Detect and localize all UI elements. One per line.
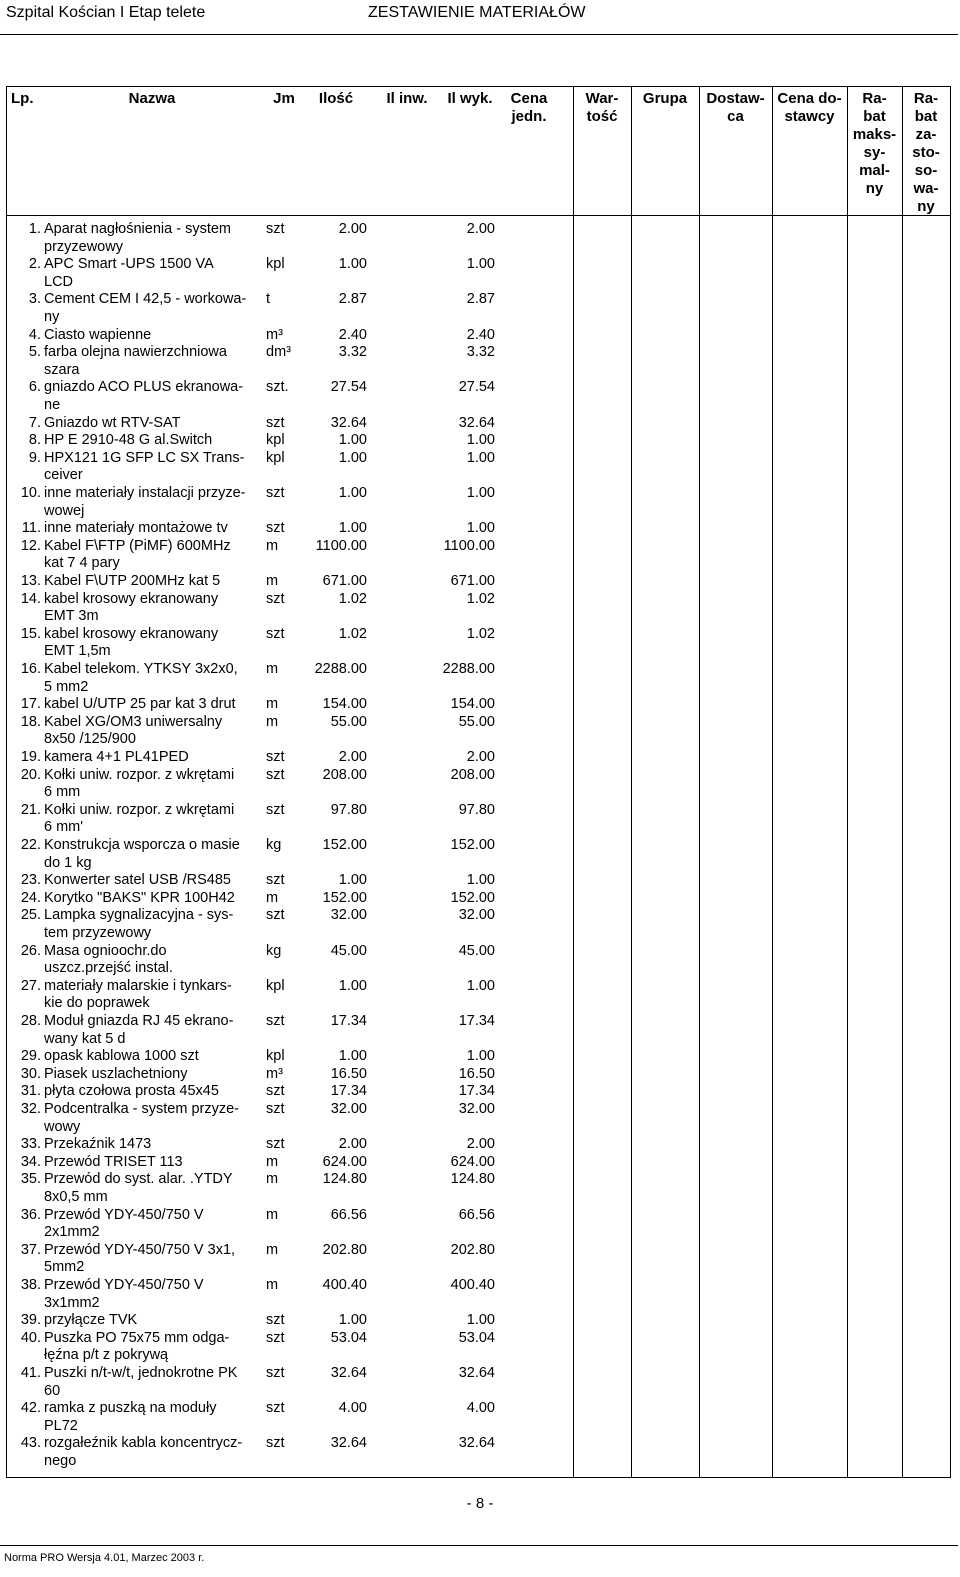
row-inventory-quantity: 4.00 xyxy=(466,1400,495,1417)
row-unit: kpl xyxy=(266,256,285,273)
row-lp: 27. xyxy=(20,977,41,994)
report-title: ZESTAWIENIE MATERIAŁÓW xyxy=(368,4,586,21)
row-inventory-quantity: 2.00 xyxy=(466,749,495,765)
row-quantity: 1.00 xyxy=(338,872,367,889)
row-inventory-quantity: 16.50 xyxy=(458,1065,495,1082)
row-lp: 14. xyxy=(20,590,41,607)
row-lp: 16. xyxy=(20,661,41,677)
row-name: APC Smart -UPS 1500 VA LCD xyxy=(44,256,214,290)
row-lp: 17. xyxy=(20,696,41,713)
col-divider xyxy=(699,87,700,1477)
col-divider xyxy=(772,87,773,1477)
col-header-wartosc: War- tość xyxy=(585,90,619,125)
row-unit: szt xyxy=(266,907,285,924)
row-unit: szt xyxy=(266,872,285,889)
row-name: Konstrukcja wsporcza o masie do 1 kg xyxy=(44,837,240,871)
row-unit: szt xyxy=(266,520,285,537)
row-quantity: 1.02 xyxy=(338,590,367,607)
row-lp: 9. xyxy=(28,449,41,466)
row-name: kabel krosowy ekranowany EMT 3m xyxy=(44,590,219,625)
row-quantity: 16.50 xyxy=(330,1065,367,1082)
row-lp: 8. xyxy=(28,432,41,449)
row-unit: m xyxy=(266,661,279,677)
row-name: Przewód TRISET 113 xyxy=(44,1153,183,1170)
row-quantity: 152.00 xyxy=(322,889,367,906)
row-inventory-quantity: 2.40 xyxy=(466,326,495,343)
row-name: opask kablowa 1000 szt xyxy=(44,1048,199,1065)
row-unit: kpl xyxy=(266,449,285,466)
row-quantity: 1.00 xyxy=(338,256,367,273)
row-lp: 25. xyxy=(20,907,41,924)
row-unit: dm³ xyxy=(266,344,291,361)
row-quantity: 27.54 xyxy=(330,379,367,396)
row-unit: szt xyxy=(266,221,285,237)
row-inventory-quantity: 1.00 xyxy=(466,449,495,466)
row-unit: szt xyxy=(266,801,285,818)
row-name: inne materiały montażowe tv xyxy=(44,520,228,537)
col-header-nazwa: Nazwa xyxy=(128,90,176,107)
row-name: płyta czołowa prosta 45x45 xyxy=(44,1083,219,1100)
row-quantity: 1100.00 xyxy=(315,537,367,554)
row-name: Przewód YDY-450/750 V 3x1mm2 xyxy=(44,1277,204,1311)
row-quantity: 1.00 xyxy=(338,432,367,449)
col-header-dostawca: Dostaw- ca xyxy=(706,90,765,125)
row-unit: m xyxy=(266,1277,279,1293)
row-inventory-quantity: 55.00 xyxy=(458,713,495,730)
row-inventory-quantity: 1.02 xyxy=(466,590,495,607)
row-quantity: 208.00 xyxy=(322,766,367,783)
row-name: Aparat nagłośnienia - system przyzewowy xyxy=(44,221,231,255)
row-name: Piasek uszlachetniony xyxy=(44,1065,188,1082)
row-lp: 37. xyxy=(20,1241,41,1258)
row-name: rozgałeźnik kabla koncentrycz- nego xyxy=(44,1435,243,1469)
row-quantity: 2.40 xyxy=(338,326,367,343)
row-lp: 35. xyxy=(20,1171,41,1188)
row-unit: m xyxy=(266,1171,279,1188)
col-header-il-wyk: Il wyk. xyxy=(447,90,493,107)
row-quantity: 202.80 xyxy=(322,1241,367,1258)
row-name: Kabel F\FTP (PiMF) 600MHz kat 7 4 pary xyxy=(44,537,231,572)
row-inventory-quantity: 32.00 xyxy=(458,907,495,924)
row-unit: m xyxy=(266,713,279,730)
row-unit: kg xyxy=(266,837,282,853)
document-title: Szpital Kościan I Etap telete xyxy=(6,4,206,21)
row-name: Kołki uniw. rozpor. z wkrętami 6 mm xyxy=(44,766,235,801)
materials-table xyxy=(6,86,951,1478)
row-unit: m xyxy=(266,1241,279,1258)
row-lp: 33. xyxy=(20,1136,41,1153)
row-quantity: 1.00 xyxy=(338,1312,367,1329)
row-name: gniazdo ACO PLUS ekranowa- ne xyxy=(44,379,244,413)
row-unit: szt xyxy=(266,1101,285,1117)
row-name: kamera 4+1 PL41PED xyxy=(44,749,189,765)
row-quantity: 1.00 xyxy=(338,449,367,466)
col-header-il-inw: Il inw. xyxy=(386,90,428,107)
row-unit: szt xyxy=(266,590,285,607)
row-inventory-quantity: 624.00 xyxy=(450,1153,495,1170)
row-unit: szt xyxy=(266,1083,285,1100)
row-inventory-quantity: 124.80 xyxy=(450,1171,495,1188)
col-header-cena-dostawcy: Cena do- stawcy xyxy=(777,90,842,125)
row-inventory-quantity: 2.00 xyxy=(466,221,495,237)
row-lp: 21. xyxy=(20,801,41,818)
col-header-rabat-maksymalny: Ra- bat maks- sy- mal- ny xyxy=(852,90,897,197)
row-quantity: 2.87 xyxy=(338,291,367,308)
row-inventory-quantity: 1.02 xyxy=(466,625,495,642)
row-unit: szt xyxy=(266,1400,285,1417)
row-unit: szt xyxy=(266,1136,285,1153)
page-number: - 8 - xyxy=(466,1495,494,1512)
row-quantity: 400.40 xyxy=(322,1277,367,1293)
row-unit: kpl xyxy=(266,432,285,449)
row-name: Kabel telekom. YTKSY 3x2x0, 5 mm2 xyxy=(44,661,238,695)
row-inventory-quantity: 2.87 xyxy=(466,291,495,308)
row-inventory-quantity: 32.64 xyxy=(458,1365,495,1381)
row-inventory-quantity: 53.04 xyxy=(458,1329,495,1346)
row-lp: 5. xyxy=(28,344,41,361)
row-unit: m xyxy=(266,573,279,589)
row-lp: 7. xyxy=(28,414,41,431)
col-divider xyxy=(573,87,574,1477)
row-quantity: 2.00 xyxy=(338,221,367,237)
row-inventory-quantity: 1.00 xyxy=(466,872,495,889)
row-lp: 20. xyxy=(20,766,41,783)
row-unit: szt xyxy=(266,1365,285,1381)
row-inventory-quantity: 17.34 xyxy=(458,1083,495,1100)
row-quantity: 124.80 xyxy=(322,1171,367,1188)
row-name: Gniazdo wt RTV-SAT xyxy=(44,414,181,431)
row-inventory-quantity: 208.00 xyxy=(450,766,495,783)
col-header-lp: Lp. xyxy=(11,90,34,107)
header-divider xyxy=(0,34,958,35)
row-quantity: 154.00 xyxy=(322,696,367,713)
row-inventory-quantity: 32.64 xyxy=(458,414,495,431)
row-name: kabel krosowy ekranowany EMT 1,5m xyxy=(44,625,219,660)
row-lp: 13. xyxy=(20,573,41,589)
software-version: Norma PRO Wersja 4.01, Marzec 2003 r. xyxy=(4,1552,205,1564)
col-header-jm: Jm xyxy=(273,90,295,107)
row-unit: szt xyxy=(266,485,285,501)
row-quantity: 32.64 xyxy=(330,1365,367,1381)
row-name: Masa ognioochr.do uszcz.przejść instal. xyxy=(44,942,173,977)
row-unit: szt xyxy=(266,1312,285,1329)
row-name: Kabel XG/OM3 uniwersalny 8x50 /125/900 xyxy=(44,713,223,748)
row-unit: szt xyxy=(266,766,285,783)
row-quantity: 45.00 xyxy=(330,942,367,959)
row-quantity: 32.64 xyxy=(330,1435,367,1452)
col-divider xyxy=(847,87,848,1477)
row-quantity: 53.04 xyxy=(330,1329,367,1346)
row-lp: 4. xyxy=(28,326,41,343)
row-lp: 38. xyxy=(20,1277,41,1293)
footer-divider xyxy=(0,1545,958,1546)
row-lp: 43. xyxy=(20,1435,41,1452)
row-inventory-quantity: 1.00 xyxy=(466,256,495,273)
row-inventory-quantity: 1100.00 xyxy=(443,537,495,554)
row-name: kabel U/UTP 25 par kat 3 drut xyxy=(44,696,236,713)
row-inventory-quantity: 1.00 xyxy=(466,1312,495,1329)
row-quantity: 32.00 xyxy=(330,1101,367,1117)
row-inventory-quantity: 202.80 xyxy=(450,1241,495,1258)
row-unit: m³ xyxy=(266,1065,283,1082)
row-quantity: 2.00 xyxy=(338,749,367,765)
row-unit: szt. xyxy=(266,379,289,396)
row-quantity: 1.00 xyxy=(338,520,367,537)
row-inventory-quantity: 1.00 xyxy=(466,432,495,449)
row-lp: 1. xyxy=(28,221,41,237)
row-quantity: 17.34 xyxy=(330,1083,367,1100)
row-lp: 12. xyxy=(20,537,41,554)
row-inventory-quantity: 17.34 xyxy=(458,1013,495,1029)
row-unit: kg xyxy=(266,942,282,959)
row-name: Konwerter satel USB /RS485 xyxy=(44,872,231,889)
row-lp: 3. xyxy=(28,291,41,308)
row-quantity: 66.56 xyxy=(330,1206,367,1223)
row-lp: 39. xyxy=(20,1312,41,1329)
row-inventory-quantity: 1.00 xyxy=(466,977,495,994)
row-inventory-quantity: 1.00 xyxy=(466,520,495,537)
row-inventory-quantity: 1.00 xyxy=(466,1048,495,1065)
row-name: ramka z puszką na moduły PL72 xyxy=(44,1400,217,1434)
row-inventory-quantity: 32.00 xyxy=(458,1101,495,1117)
row-lp: 26. xyxy=(20,942,41,959)
row-name: Przewód do syst. alar. .YTDY 8x0,5 mm xyxy=(44,1171,233,1205)
row-unit: kpl xyxy=(266,977,285,994)
row-inventory-quantity: 671.00 xyxy=(450,573,495,589)
row-inventory-quantity: 32.64 xyxy=(458,1435,495,1452)
row-name: HP E 2910-48 G al.Switch xyxy=(44,432,213,449)
row-inventory-quantity: 400.40 xyxy=(450,1277,495,1293)
row-lp: 41. xyxy=(20,1365,41,1381)
row-name: materiały malarskie i tynkars- kie do poprawek xyxy=(44,977,232,1012)
row-lp: 42. xyxy=(20,1400,41,1417)
row-quantity: 55.00 xyxy=(330,713,367,730)
row-inventory-quantity: 66.56 xyxy=(458,1206,495,1223)
row-name: Korytko "BAKS" KPR 100H42 xyxy=(44,889,235,906)
row-quantity: 1.00 xyxy=(338,485,367,501)
row-name: Kabel F\UTP 200MHz kat 5 xyxy=(44,573,221,589)
row-inventory-quantity: 1.00 xyxy=(466,485,495,501)
col-divider xyxy=(631,87,632,1477)
col-header-grupa: Grupa xyxy=(642,90,688,107)
row-lp: 32. xyxy=(20,1101,41,1117)
row-unit: m³ xyxy=(266,326,283,343)
row-lp: 15. xyxy=(20,625,41,642)
row-quantity: 1.02 xyxy=(338,625,367,642)
row-quantity: 152.00 xyxy=(322,837,367,853)
row-unit: t xyxy=(266,291,271,308)
row-unit: kpl xyxy=(266,1048,285,1065)
row-quantity: 1.00 xyxy=(338,1048,367,1065)
row-inventory-quantity: 3.32 xyxy=(466,344,495,361)
row-quantity: 32.00 xyxy=(330,907,367,924)
row-lp: 28. xyxy=(20,1013,41,1029)
row-quantity: 671.00 xyxy=(322,573,367,589)
row-quantity: 2288.00 xyxy=(314,661,367,677)
row-inventory-quantity: 27.54 xyxy=(458,379,495,396)
row-name: Przekaźnik 1473 xyxy=(44,1136,152,1153)
row-unit: m xyxy=(266,537,279,554)
row-name: Lampka sygnalizacyjna - sys- tem przyzewowy xyxy=(44,907,234,941)
col-header-cena: Cena jedn. xyxy=(510,90,548,125)
row-unit: m xyxy=(266,696,279,713)
row-inventory-quantity: 154.00 xyxy=(450,696,495,713)
row-quantity: 97.80 xyxy=(330,801,367,818)
row-lp: 19. xyxy=(20,749,41,765)
row-name: Puszka PO 75x75 mm odga- łęźna p/t z pokrywą xyxy=(44,1329,230,1364)
row-quantity: 624.00 xyxy=(322,1153,367,1170)
row-name: Przewód YDY-450/750 V 2x1mm2 xyxy=(44,1206,204,1241)
row-lp: 36. xyxy=(20,1206,41,1223)
row-unit: szt xyxy=(266,749,285,765)
row-unit: m xyxy=(266,889,279,906)
row-lp: 22. xyxy=(20,837,41,853)
row-inventory-quantity: 152.00 xyxy=(450,837,495,853)
row-name: Kołki uniw. rozpor. z wkrętami 6 mm' xyxy=(44,801,235,836)
row-name: inne materiały instalacji przyze- wowej xyxy=(44,485,246,519)
row-lp: 24. xyxy=(20,889,41,906)
col-header-rabat-zastosowany: Ra- bat za- sto- so- wa- ny xyxy=(912,90,940,215)
row-quantity: 4.00 xyxy=(338,1400,367,1417)
row-name: Puszki n/t-w/t, jednokrotne PK 60 xyxy=(44,1365,238,1399)
row-unit: szt xyxy=(266,1013,285,1029)
row-name: Ciasto wapienne xyxy=(44,326,152,343)
row-name: Podcentralka - system przyze- wowy xyxy=(44,1101,240,1135)
row-lp: 34. xyxy=(20,1153,41,1170)
row-name: przyłącze TVK xyxy=(44,1312,138,1329)
row-unit: m xyxy=(266,1206,279,1223)
row-name: HPX121 1G SFP LC SX Trans- ceiver xyxy=(44,449,245,484)
row-lp: 10. xyxy=(20,485,41,501)
row-lp: 11. xyxy=(21,520,41,537)
row-lp: 40. xyxy=(20,1329,41,1346)
row-lp: 29. xyxy=(20,1048,41,1065)
header-row-divider xyxy=(7,215,950,216)
row-inventory-quantity: 152.00 xyxy=(450,889,495,906)
row-lp: 2. xyxy=(28,256,41,273)
row-name: farba olejna nawierzchniowa szara xyxy=(44,344,227,378)
col-header-ilosc: Ilość xyxy=(318,90,354,107)
row-unit: szt xyxy=(266,1435,285,1452)
row-quantity: 3.32 xyxy=(338,344,367,361)
row-quantity: 17.34 xyxy=(330,1013,367,1029)
row-unit: szt xyxy=(266,1329,285,1346)
row-inventory-quantity: 97.80 xyxy=(458,801,495,818)
row-lp: 30. xyxy=(20,1065,41,1082)
row-quantity: 2.00 xyxy=(338,1136,367,1153)
row-quantity: 1.00 xyxy=(338,977,367,994)
row-unit: szt xyxy=(266,625,285,642)
row-unit: szt xyxy=(266,414,285,431)
row-lp: 6. xyxy=(28,379,41,396)
col-divider xyxy=(902,87,903,1477)
page-header xyxy=(0,0,960,26)
row-lp: 18. xyxy=(20,713,41,730)
row-lp: 23. xyxy=(20,872,41,889)
row-name: Moduł gniazda RJ 45 ekrano- wany kat 5 d xyxy=(44,1013,234,1047)
row-inventory-quantity: 2.00 xyxy=(466,1136,495,1153)
row-lp: 31. xyxy=(20,1083,41,1100)
row-quantity: 32.64 xyxy=(330,414,367,431)
row-name: Cement CEM I 42,5 - workowa- ny xyxy=(44,291,247,325)
row-inventory-quantity: 45.00 xyxy=(458,942,495,959)
row-inventory-quantity: 2288.00 xyxy=(442,661,495,677)
row-unit: m xyxy=(266,1153,279,1170)
row-name: Przewód YDY-450/750 V 3x1, 5mm2 xyxy=(44,1241,236,1276)
